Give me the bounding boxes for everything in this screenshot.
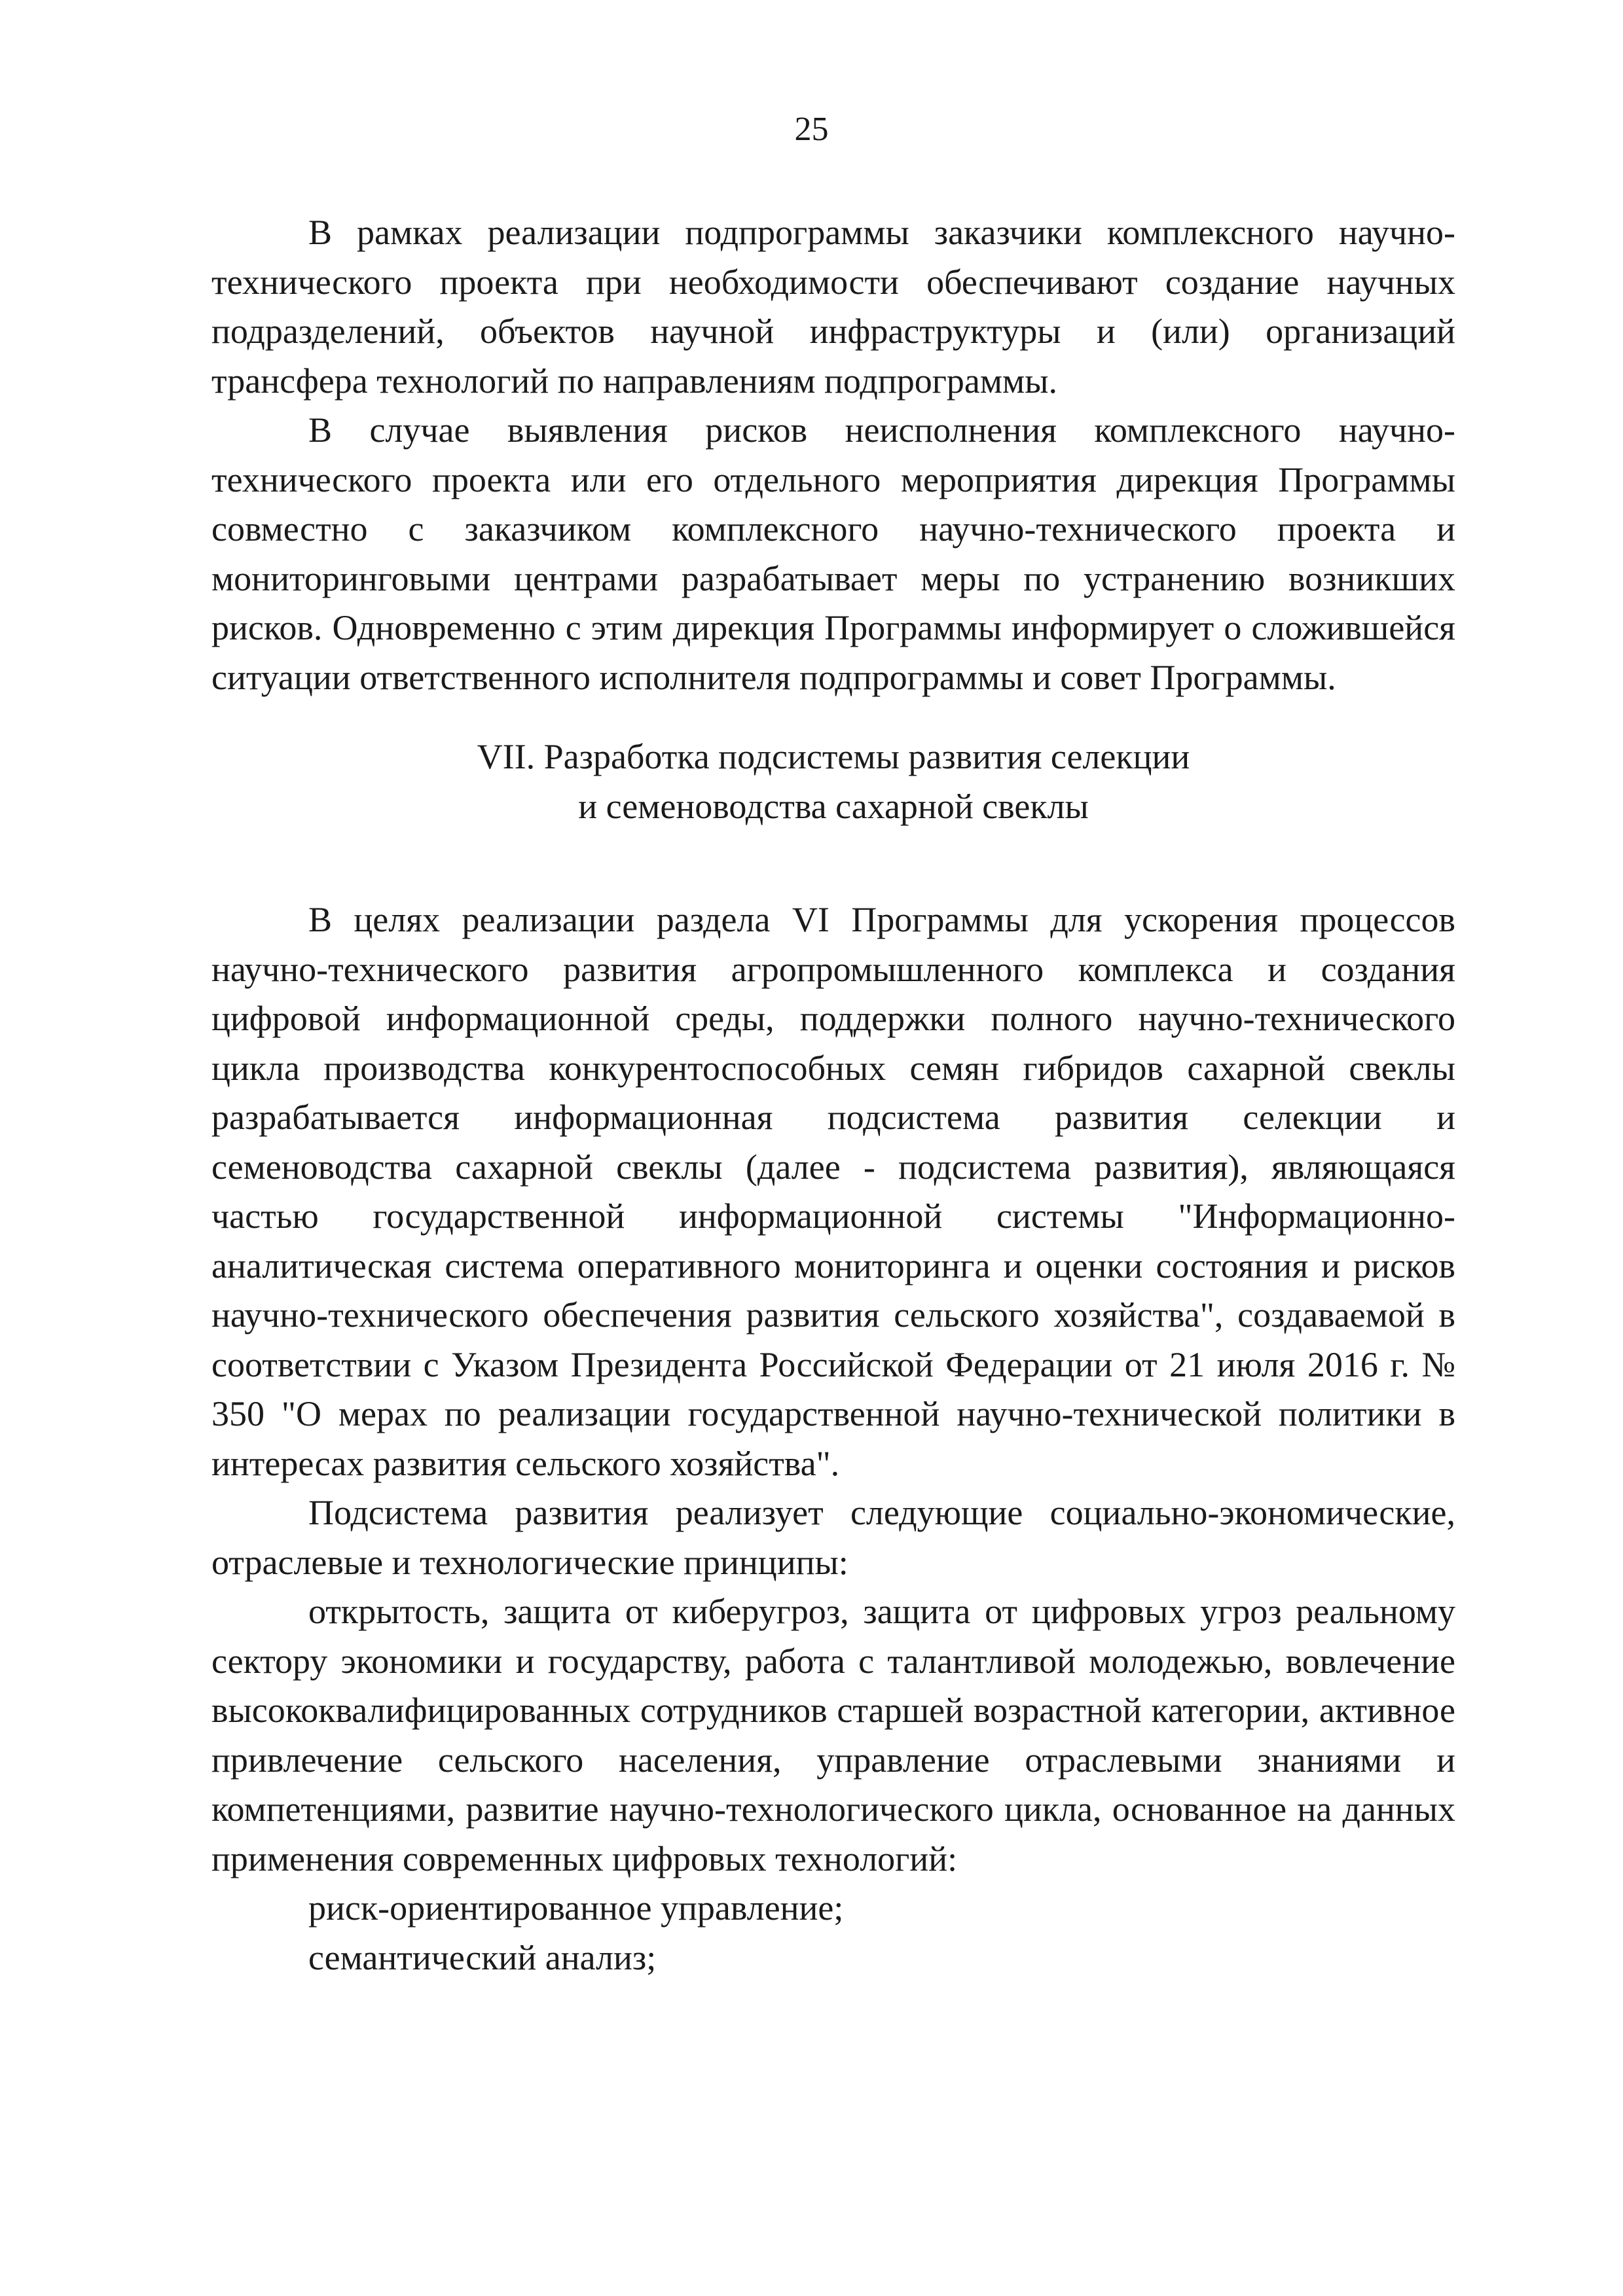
paragraph-principles-intro: Подсистема развития реализует следующие социально-экономические, отраслевые и технологические принципы: xyxy=(211,1493,1455,1582)
section-heading-line-1: VII. Разработка подсистемы развития селекции xyxy=(477,737,1190,776)
paragraph-customers-subdivisions: В рамках реализации подпрограммы заказчики комплексного научно-технического проекта при необходимости обеспечивают создание научных подразделений, объектов научной инфраструктуры и (или) организаций трансфера технологий по направлениям подпрограммы. xyxy=(211,213,1455,401)
paragraph-subsystem-purpose: В целях реализации раздела VI Программы для ускорения процессов научно-технического развития агропромышленного комплекса и создания цифровой информационной среды, поддержки полного научно-технического цикла производства конкурентоспособных семян гибридов сахарной свеклы разрабатывается информационная подсистема развития селекции и семеноводства сахарной свеклы (далее - подсистема развития), являющаяся частью государственной информационной системы "Информационно-аналитическая система оперативного мониторинга и оценки состояния и рисков научно-технического обеспечения развития сельского хозяйства", создаваемой в соответствии с Указом Президента Российской Федерации от 21 июля 2016 г. № 350 "О мерах по реализации государственной научно-технической политики в интересах развития сельского хозяйства". xyxy=(211,900,1455,1483)
section-heading xyxy=(211,732,1455,831)
paragraph-risk-measures: В случае выявления рисков неисполнения комплексного научно-технического проекта или его отдельного мероприятия дирекция Программы совместно с заказчиком комплексного научно-технического проекта и мониторинговыми центрами разрабатывает меры по устранению возникших рисков. Одновременно с этим дирекция Программы информирует о сложившейся ситуации ответственного исполнителя подпрограммы и совет Программы. xyxy=(211,410,1455,697)
document-body xyxy=(211,208,1455,1982)
list-item-semantic-analysis: семантический анализ; xyxy=(308,1937,657,1977)
page-number: 25 xyxy=(794,111,829,148)
paragraph-principles-list: открытость, защита от киберугроз, защита от цифровых угроз реальному сектору экономики и государству, работа с талантливой молодежью, вовлечение высококвалифицированных сотрудников старшей возрастной категории, активное привлечение сельского населения, управление отраслевыми знаниями и компетенциями, развитие научно-технологического цикла, основанное на данных применения современных цифровых технологий: xyxy=(211,1592,1455,1878)
list-item-risk-management: риск-ориентированное управление; xyxy=(308,1888,844,1928)
section-heading-line-2: и семеноводства сахарной свеклы xyxy=(578,786,1089,826)
